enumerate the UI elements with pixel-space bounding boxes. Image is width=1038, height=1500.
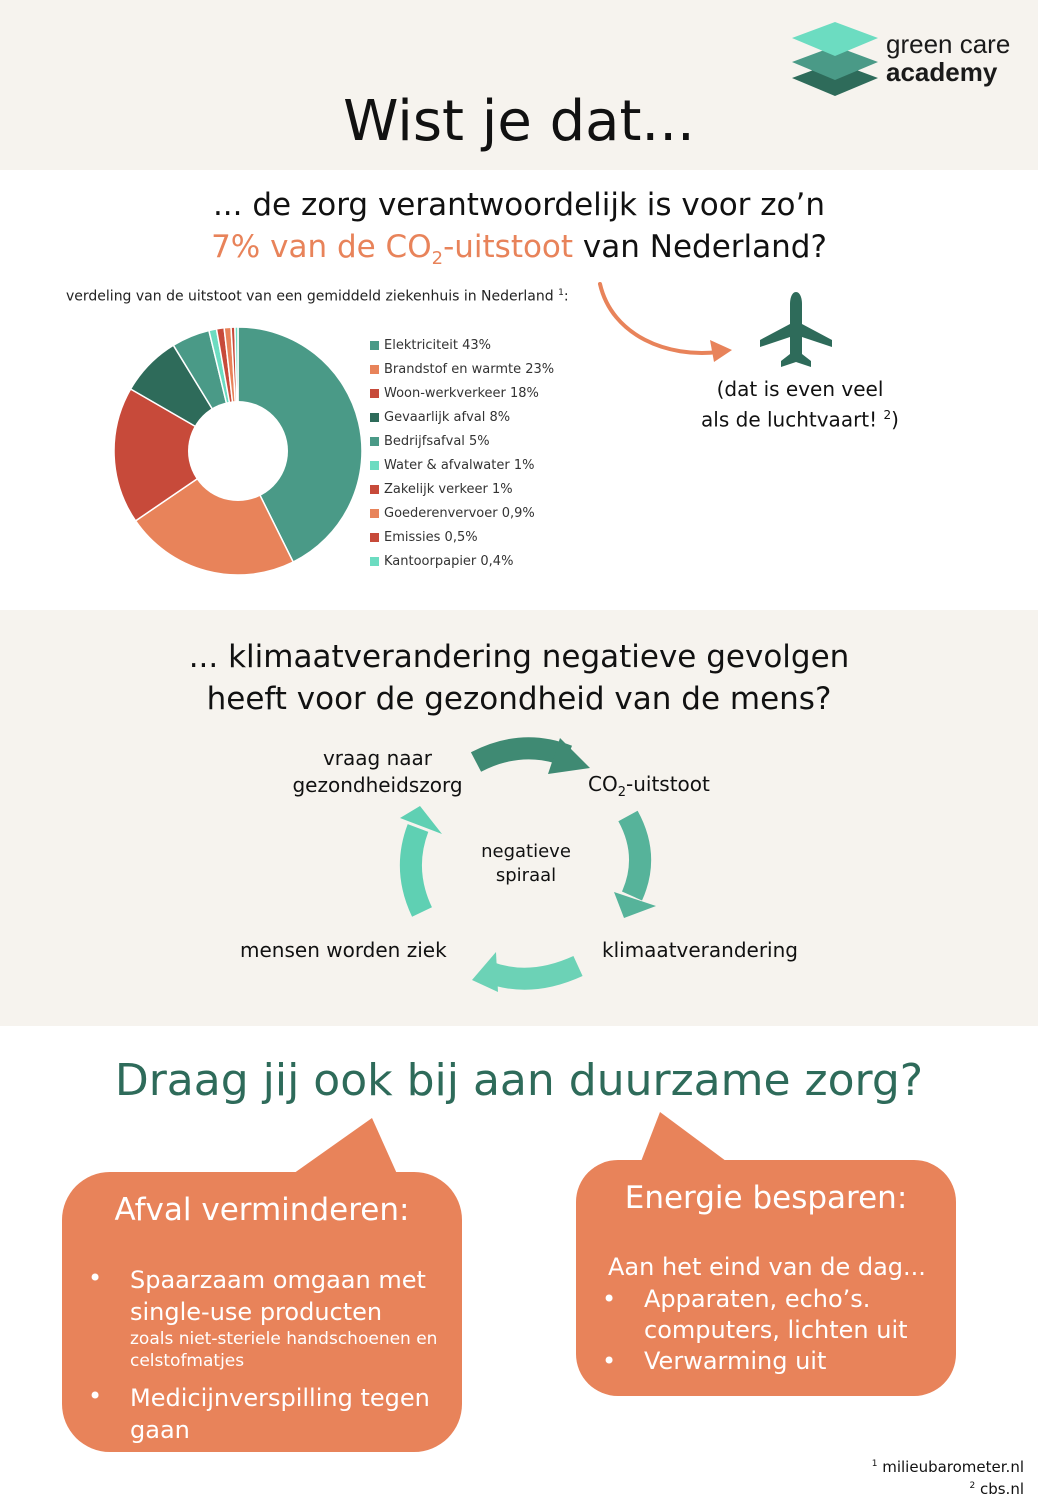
cycle-center-label bbox=[456, 840, 596, 888]
legend-label: Goederenvervoer 0,9% bbox=[384, 506, 535, 522]
aviation-comparison-note bbox=[680, 376, 920, 433]
section2-line2: heeft voor de gezondheid van de mens? bbox=[206, 681, 832, 717]
footnote-2 bbox=[872, 1477, 1024, 1499]
cycle-arrow-right bbox=[614, 816, 656, 918]
legend-item bbox=[370, 405, 554, 429]
chart-legend bbox=[370, 333, 554, 574]
section2-question bbox=[0, 636, 1038, 720]
legend-label: Emissies 0,5% bbox=[384, 530, 478, 546]
footnotes bbox=[872, 1455, 1024, 1499]
legend-item bbox=[370, 550, 554, 574]
section2-line1: ... klimaatverandering negatieve gevolgen bbox=[188, 639, 850, 675]
air-note-line2 bbox=[680, 402, 920, 433]
center-line2: spiraal bbox=[495, 865, 557, 886]
legend-item bbox=[370, 502, 554, 526]
cycle-arrow-left bbox=[400, 806, 442, 912]
footnote-1 bbox=[872, 1455, 1024, 1477]
legend-swatch bbox=[370, 389, 379, 398]
legend-swatch bbox=[370, 437, 379, 446]
legend-swatch bbox=[370, 341, 379, 350]
legend-item bbox=[370, 333, 554, 357]
curved-arrow-icon bbox=[590, 280, 740, 370]
afval-item2-main: • Medicijnverspilling tegen gaan bbox=[130, 1384, 430, 1444]
legend-item bbox=[370, 429, 554, 453]
legend-label: Elektriciteit 43% bbox=[384, 337, 491, 353]
donut-hole bbox=[188, 401, 288, 501]
afval-list bbox=[88, 1264, 458, 1446]
chart-title-suffix: : bbox=[563, 288, 569, 305]
energie-list bbox=[602, 1284, 942, 1377]
section1-rest: van Nederland? bbox=[573, 229, 827, 265]
logo-wordmark bbox=[886, 30, 1010, 86]
footnote-2-ref: 2 bbox=[969, 1481, 976, 1491]
vraag-line2: gezondheidszorg bbox=[292, 773, 463, 797]
chart-title-ref: 1 bbox=[558, 288, 564, 298]
co2-share-highlight bbox=[211, 229, 574, 270]
footnote-2-source: cbs.nl bbox=[979, 1480, 1024, 1498]
legend-label: Water & afvalwater 1% bbox=[384, 458, 535, 474]
legend-swatch bbox=[370, 533, 379, 542]
donut-chart bbox=[100, 318, 380, 588]
energie-lead: Aan het eind van de dag... bbox=[608, 1253, 926, 1281]
legend-label: Brandstof en warmte 23% bbox=[384, 361, 555, 377]
cycle-arrow-top bbox=[476, 738, 590, 774]
energie-title: Energie besparen: bbox=[624, 1180, 908, 1216]
logo-line2: academy bbox=[886, 57, 998, 87]
energie-item-heating: • Verwarming uit bbox=[602, 1346, 942, 1377]
afval-item-single-use bbox=[88, 1264, 458, 1372]
legend-label: Zakelijk verkeer 1% bbox=[384, 482, 513, 498]
legend-label: Bedrijfsafval 5% bbox=[384, 433, 490, 449]
cycle-label-healthcare-demand bbox=[270, 745, 485, 799]
legend-item bbox=[370, 526, 554, 550]
air-note-line1: (dat is even veel bbox=[716, 377, 884, 401]
legend-swatch bbox=[370, 485, 379, 494]
legend-swatch bbox=[370, 557, 379, 566]
legend-swatch bbox=[370, 413, 379, 422]
cycle-label-co2 bbox=[588, 771, 710, 806]
cycle-label-people-sick: mensen worden ziek bbox=[240, 938, 447, 962]
legend-item bbox=[370, 357, 554, 381]
legend-swatch bbox=[370, 461, 379, 470]
legend-swatch bbox=[370, 365, 379, 374]
logo-line1: green care bbox=[886, 29, 1011, 59]
accent-pre: 7% van de CO bbox=[211, 229, 432, 265]
legend-label: Gevaarlijk afval 8% bbox=[384, 409, 511, 425]
chart-title bbox=[66, 288, 569, 305]
airplane-icon bbox=[758, 290, 834, 370]
section1-line1: ... de zorg verantwoordelijk is voor zo’n bbox=[212, 187, 826, 223]
afval-title: Afval verminderen: bbox=[114, 1192, 410, 1228]
cycle-arrow-bottom bbox=[472, 952, 578, 992]
section1-question bbox=[0, 184, 1038, 280]
legend-item bbox=[370, 381, 554, 405]
co2-post: -uitstoot bbox=[626, 772, 710, 796]
legend-swatch bbox=[370, 509, 379, 518]
energie-item-devices: • Apparaten, echo’s. computers, lichten uit bbox=[602, 1284, 942, 1346]
center-line1: negatieve bbox=[481, 841, 571, 862]
co2-pre: CO bbox=[588, 772, 618, 796]
footnote-1-source: milieubarometer.nl bbox=[882, 1458, 1024, 1476]
co2-sub: 2 bbox=[617, 785, 626, 800]
air-note-line2-text: als de luchtvaart! bbox=[701, 407, 878, 432]
accent-sub: 2 bbox=[431, 248, 444, 270]
call-to-action-heading: Draag jij ook bij aan duurzame zorg? bbox=[114, 1055, 924, 1106]
vraag-line1: vraag naar bbox=[322, 746, 433, 770]
legend-label: Kantoorpapier 0,4% bbox=[384, 554, 514, 570]
air-note-close: ) bbox=[891, 407, 899, 432]
footnote-1-ref: 1 bbox=[871, 1459, 878, 1469]
page-title: Wist je dat... bbox=[343, 89, 695, 154]
legend-item bbox=[370, 478, 554, 502]
legend-item bbox=[370, 453, 554, 477]
cycle-label-climate-change: klimaatverandering bbox=[602, 938, 798, 962]
chart-title-text: verdeling van de uitstoot van een gemiddeld ziekenhuis in Nederland bbox=[66, 288, 554, 305]
afval-item-medicine bbox=[88, 1382, 458, 1446]
section1-line2 bbox=[0, 226, 1038, 280]
afval-item1-detail: zoals niet-steriele handschoenen en celstofmatjes bbox=[130, 1329, 438, 1371]
accent-post: -uitstoot bbox=[443, 229, 574, 265]
air-note-ref: 2 bbox=[883, 408, 892, 422]
legend-label: Woon-werkverkeer 18% bbox=[384, 385, 539, 401]
afval-item1-main: • Spaarzaam omgaan met single-use producten bbox=[130, 1266, 426, 1326]
